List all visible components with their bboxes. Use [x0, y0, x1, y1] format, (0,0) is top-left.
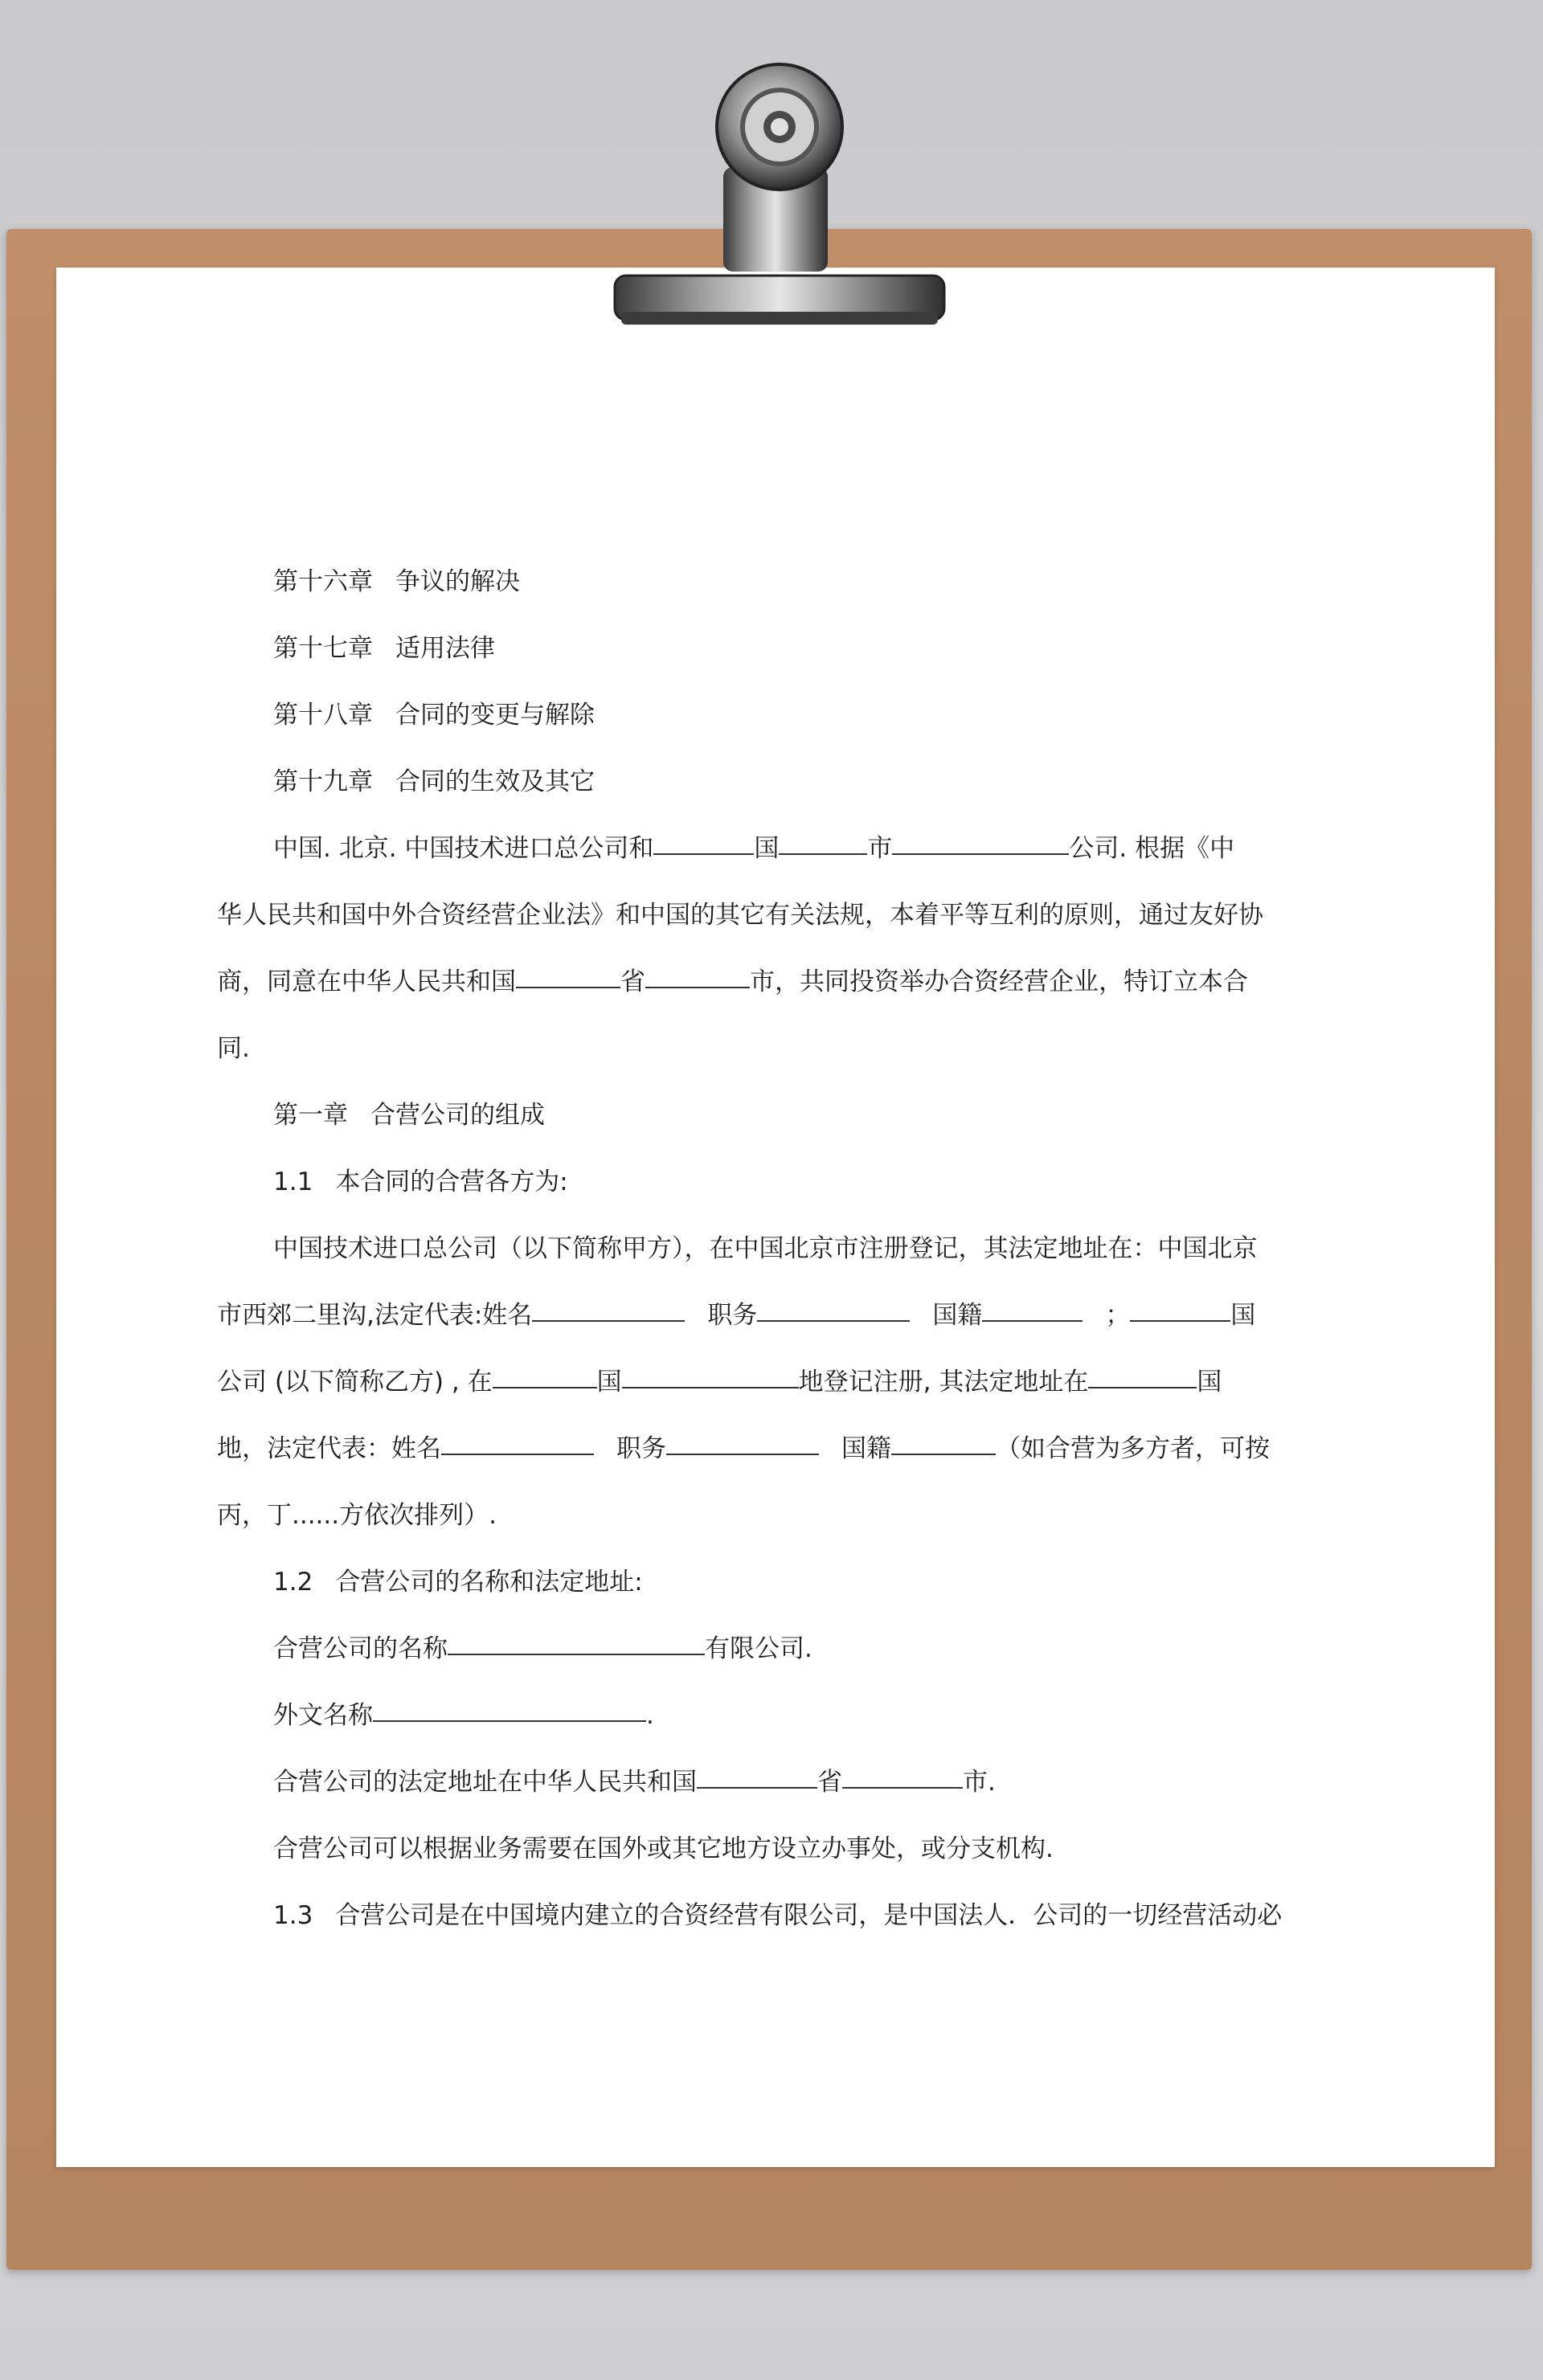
toc-line-18: [217, 682, 1270, 749]
text-run: 地登记注册, 其法定地址在: [798, 1368, 1089, 1397]
blank-field: [653, 853, 754, 855]
text-run: 有限公司.: [705, 1634, 812, 1663]
blank-field: [622, 1386, 799, 1388]
toc-chapter-title: 适用法律: [395, 634, 495, 663]
toc-line-16: [217, 549, 1270, 615]
section-1-3-line: [217, 1883, 1283, 1949]
text-run: 合营公司的名称: [273, 1634, 448, 1663]
toc-chapter-number: 第十七章: [273, 634, 373, 663]
company-name-line: [217, 1616, 1270, 1683]
text-run: 市: [867, 834, 893, 863]
text-run: 外文名称: [273, 1701, 373, 1730]
chapter-title: 合营公司的组成: [370, 1101, 545, 1130]
text-run: 国籍: [841, 1434, 891, 1463]
text-run: 国: [1230, 1301, 1256, 1330]
blank-field: [891, 1453, 996, 1455]
foreign-name-line: [217, 1683, 1270, 1749]
preamble-line-2: 华人民共和国中外合资经营企业法》和中国的其它有关法规，本着平等互利的原则，通过友好协: [217, 901, 1263, 930]
text-run: 公司 (以下简称乙方) , 在: [217, 1368, 493, 1397]
section-1-1-heading: [217, 1149, 1270, 1216]
section-1-1-line-3: [217, 1349, 1270, 1416]
blank-field: [842, 1786, 963, 1789]
section-text: 合营公司是在中国境内建立的合资经营有限公司，是中国法人．公司的一切经营活动必: [335, 1901, 1283, 1930]
section-title: 合营公司的名称和法定地址:: [335, 1568, 643, 1597]
text-run: 市.: [963, 1768, 996, 1797]
text-run: 国: [754, 834, 780, 863]
blank-field: [697, 1786, 817, 1789]
text-run: 职务: [616, 1434, 666, 1463]
chapter-1-heading: [217, 1082, 1270, 1149]
blank-field: [448, 1653, 705, 1655]
toc-chapter-number: 第十八章: [273, 701, 373, 730]
text-run: 职务: [707, 1301, 758, 1330]
blank-field: [892, 853, 1069, 855]
text-run: 公司. 根据《中: [1069, 834, 1235, 863]
preamble-line-3: [217, 949, 1270, 1016]
text-run: 省: [817, 1768, 842, 1797]
chapter-number: 第一章: [273, 1101, 348, 1130]
toc-chapter-title: 合同的变更与解除: [395, 701, 595, 730]
branch-line: 合营公司可以根据业务需要在国外或其它地方设立办事处，或分支机构.: [273, 1834, 1054, 1863]
blank-field: [982, 1319, 1083, 1322]
preamble-line-1: [217, 816, 1270, 882]
section-number: 1.2: [273, 1568, 313, 1597]
blank-field: [441, 1453, 594, 1455]
blank-field: [516, 986, 620, 988]
document-body: [217, 549, 1283, 1949]
binder-clip-icon: [607, 47, 952, 352]
toc-chapter-number: 第十六章: [273, 567, 373, 596]
text-run: 国籍: [932, 1301, 983, 1330]
text-run: 中国. 北京. 中国技术进口总公司和: [273, 834, 654, 863]
text-run: 地，法定代表：姓名: [217, 1434, 441, 1463]
legal-address-line: [217, 1749, 1270, 1816]
text-run: 市西郊二里沟,法定代表:姓名: [217, 1301, 533, 1330]
section-1-1-line-5: 丙，丁......方依次排列）.: [217, 1501, 497, 1530]
blank-field: [1130, 1319, 1230, 1322]
toc-chapter-title: 争议的解决: [395, 567, 520, 596]
toc-chapter-number: 第十九章: [273, 767, 373, 796]
toc-chapter-title: 合同的生效及其它: [395, 767, 595, 796]
text-run: 国: [596, 1368, 622, 1397]
section-1-1-line-4: [217, 1416, 1270, 1482]
text-run: 合营公司的法定地址在中华人民共和国: [273, 1768, 697, 1797]
text-run: 市，共同投资举办合资经营企业，特订立本合: [750, 967, 1248, 996]
section-number: 1.1: [273, 1168, 313, 1196]
section-1-1-line-2: [217, 1282, 1270, 1349]
section-number: 1.3: [273, 1901, 313, 1930]
text-run: （如合营为多方者，可按: [996, 1434, 1270, 1463]
text-run: 商，同意在中华人民共和国: [217, 967, 516, 996]
blank-field: [779, 853, 867, 855]
toc-line-17: [217, 615, 1270, 682]
blank-field: [757, 1319, 910, 1322]
blank-field: [373, 1720, 646, 1722]
blank-field: [645, 986, 750, 988]
toc-line-19: [217, 749, 1270, 816]
text-run: ；: [1105, 1301, 1131, 1330]
blank-field: [532, 1319, 685, 1322]
blank-field: [1088, 1386, 1197, 1388]
text-run: 省: [620, 967, 645, 996]
blank-field: [666, 1453, 819, 1455]
section-title: 本合同的合营各方为:: [335, 1168, 568, 1196]
section-1-1-line-1: 中国技术进口总公司（以下简称甲方），在中国北京市注册登记，其法定地址在：中国北京: [273, 1234, 1258, 1263]
blank-field: [493, 1386, 597, 1388]
preamble-line-4: 同.: [217, 1034, 250, 1063]
section-1-2-heading: [217, 1549, 1270, 1616]
text-run: .: [646, 1701, 654, 1730]
text-run: 国: [1197, 1368, 1222, 1397]
